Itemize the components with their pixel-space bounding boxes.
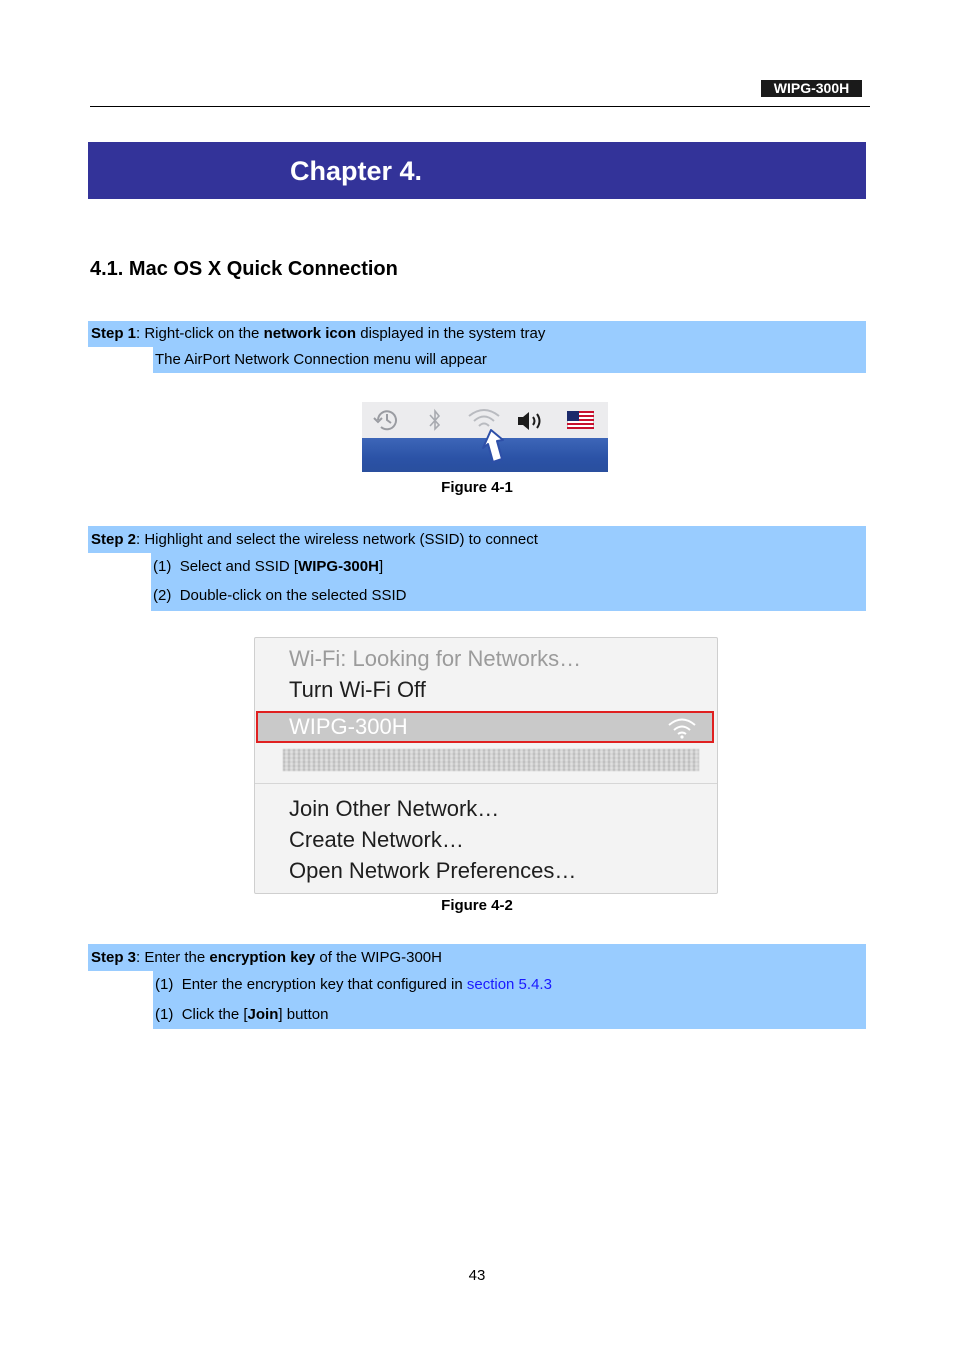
step2-item-text-b: ] (378, 558, 384, 575)
page-number: 43 (468, 1267, 486, 1284)
section-heading: 4.1. Mac OS X Quick Connection (90, 258, 398, 280)
step2-item-text: Double-click on the selected SSID (179, 587, 407, 604)
section-link[interactable]: section 5.4.3 (466, 976, 552, 993)
step2-label: Step 2 (91, 531, 137, 548)
step3-text-a: : Enter the (136, 949, 210, 966)
wifi-status-label: Wi-Fi: Looking for Networks… (289, 646, 582, 671)
turn-wifi-off-item[interactable]: Turn Wi-Fi Off (289, 677, 426, 702)
volume-icon (515, 408, 545, 434)
step3-text-b: of the WIPG-300H (315, 949, 442, 966)
network-preferences-item[interactable]: Open Network Preferences… (289, 858, 577, 883)
create-network-item[interactable]: Create Network… (289, 827, 464, 852)
step3-item (155, 976, 552, 994)
time-machine-icon (372, 406, 402, 434)
figure2-caption: Figure 4-2 (441, 897, 513, 914)
step1-line (91, 325, 545, 343)
blurred-network-list (283, 749, 699, 771)
step2-item (153, 587, 406, 605)
step1-text-a: : Right-click on the (136, 325, 264, 342)
step3-item-bold: Join (247, 1006, 279, 1023)
step2-line (91, 531, 538, 549)
step1-line2: The AirPort Network Connection menu will appear (155, 351, 487, 368)
menu-separator (255, 783, 717, 784)
step3-item-num: (1) (155, 976, 174, 993)
step3-label: Step 3 (91, 949, 137, 966)
step2-text: : Highlight and select the wireless network (SSID) to connect (136, 531, 538, 548)
step2-item-text-a: Select and SSID [ (179, 558, 299, 575)
step3-item-text: Enter the encryption key that configured in (181, 976, 467, 993)
us-flag-icon (567, 411, 594, 429)
model-badge: WIPG-300H (761, 80, 862, 97)
step3-item (155, 1006, 328, 1024)
step1-bold: network icon (263, 325, 357, 342)
network-name: WIPG-300H (289, 714, 408, 739)
step3-line (91, 949, 442, 967)
join-other-network-item[interactable]: Join Other Network… (289, 796, 500, 821)
wifi-signal-icon (666, 717, 698, 739)
step2-item-num: (1) (153, 558, 172, 575)
step3-bold: encryption key (209, 949, 316, 966)
step1-label: Step 1 (91, 325, 137, 342)
arrow-pointer-icon (474, 428, 508, 464)
network-item-selected[interactable] (256, 711, 714, 743)
step1-text-b: displayed in the system tray (356, 325, 546, 342)
step3-item-num: (1) (155, 1006, 174, 1023)
step2-item-num: (2) (153, 587, 172, 604)
figure1-caption: Figure 4-1 (441, 479, 513, 496)
header-rule (90, 106, 870, 107)
step3-item-text-a: Click the [ (181, 1006, 248, 1023)
menubar-screenshot (362, 402, 608, 472)
bluetooth-icon (426, 408, 444, 434)
chapter-banner (88, 142, 866, 199)
step3-item-text-b: ] button (278, 1006, 329, 1023)
wifi-menu-screenshot (254, 637, 718, 894)
step2-item-bold: WIPG-300H (298, 558, 379, 575)
chapter-title: Chapter 4. (290, 156, 423, 186)
step2-item (153, 558, 383, 576)
